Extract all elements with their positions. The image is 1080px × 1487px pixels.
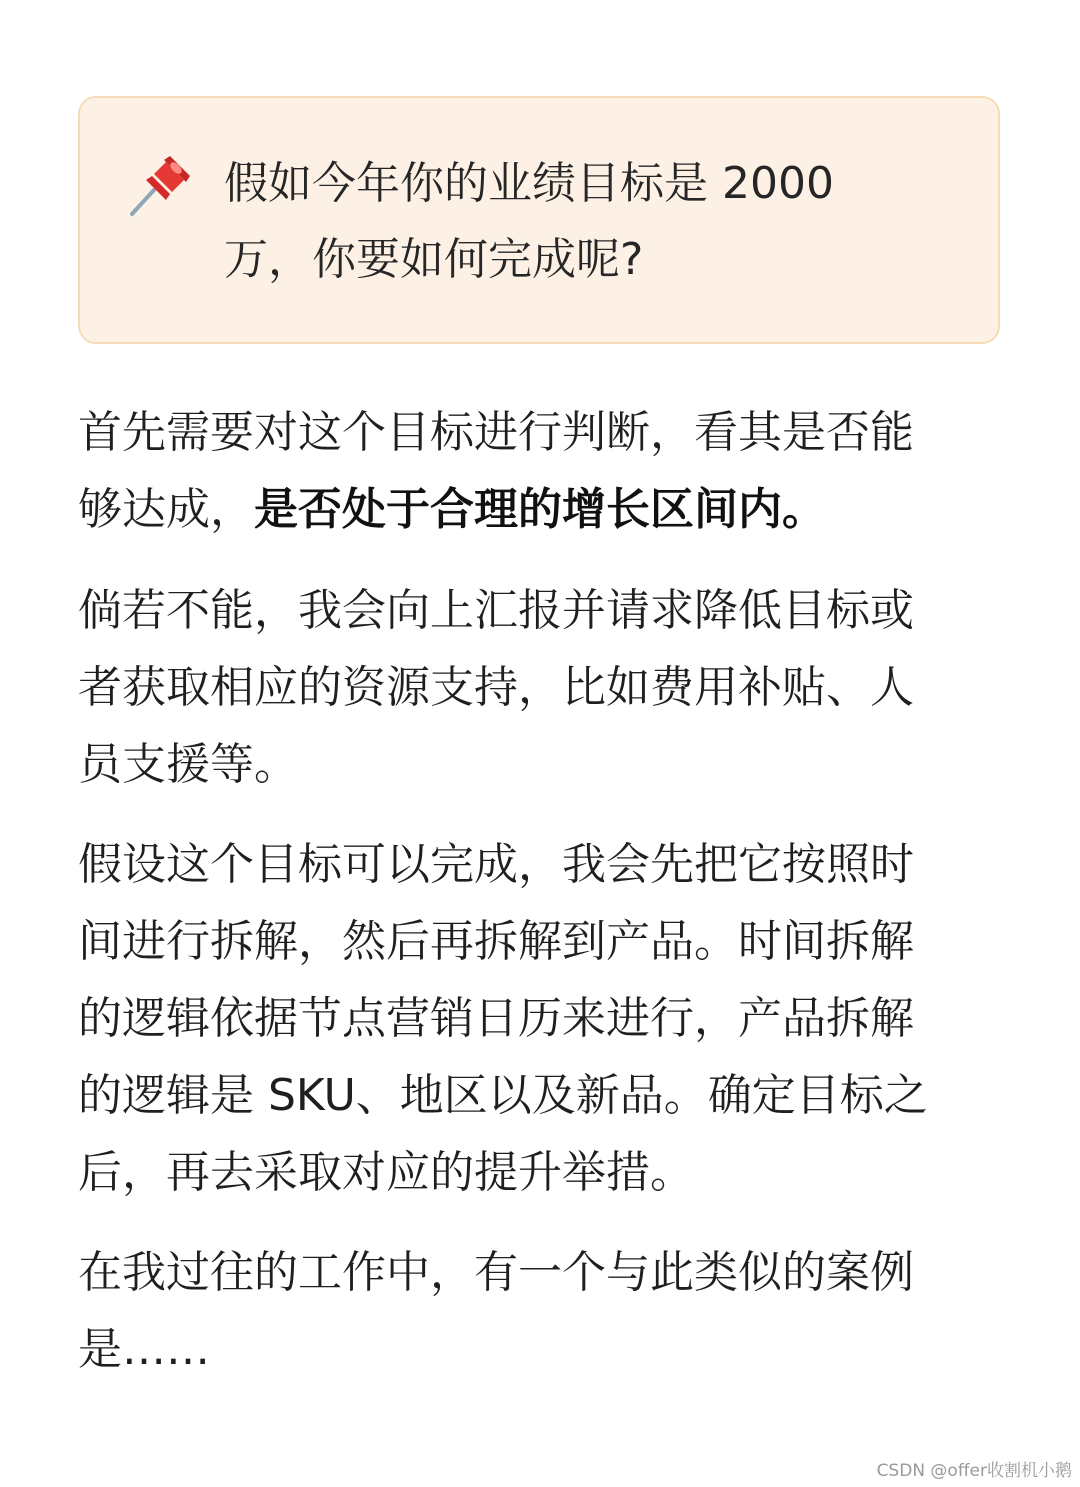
callout-question-text bbox=[224, 146, 924, 298]
question-callout bbox=[78, 96, 1000, 344]
paragraph-line: 是…… bbox=[78, 1324, 210, 1375]
paragraph-break-down-target bbox=[78, 826, 988, 1211]
callout-line-2: 万，你要如何完成呢? bbox=[224, 234, 644, 285]
paragraph-request-resources bbox=[78, 572, 988, 803]
paragraph-line: 假设这个目标可以完成，我会先把它按照时 bbox=[78, 839, 914, 890]
paragraph-line bbox=[78, 471, 988, 548]
paragraph-line: 首先需要对这个目标进行判断，看其是否能 bbox=[78, 407, 914, 458]
paragraph-line: 者获取相应的资源支持，比如费用补贴、人 bbox=[78, 662, 914, 713]
bold-emphasis: 是否处于合理的增长区间内。 bbox=[254, 484, 826, 535]
pushpin-icon bbox=[124, 150, 196, 222]
callout-line-1: 假如今年你的业绩目标是 2000 bbox=[224, 158, 834, 209]
paragraph-line: 倘若不能，我会向上汇报并请求降低目标或 bbox=[78, 585, 914, 636]
paragraph-judge-target bbox=[78, 394, 988, 548]
paragraph-line: 间进行拆解，然后再拆解到产品。时间拆解 bbox=[78, 916, 914, 967]
paragraph-line: 的逻辑是 SKU、地区以及新品。确定目标之 bbox=[78, 1070, 928, 1121]
paragraph-past-case bbox=[78, 1234, 988, 1388]
paragraph-line: 员支援等。 bbox=[78, 739, 298, 790]
watermark: CSDN @offer收割机小鹅 bbox=[876, 1461, 1072, 1481]
paragraph-line: 在我过往的工作中，有一个与此类似的案例 bbox=[78, 1247, 914, 1298]
paragraph-text: 够达成， bbox=[78, 484, 254, 535]
paragraph-line: 后，再去采取对应的提升举措。 bbox=[78, 1147, 694, 1198]
paragraph-line: 的逻辑依据节点营销日历来进行，产品拆解 bbox=[78, 993, 914, 1044]
